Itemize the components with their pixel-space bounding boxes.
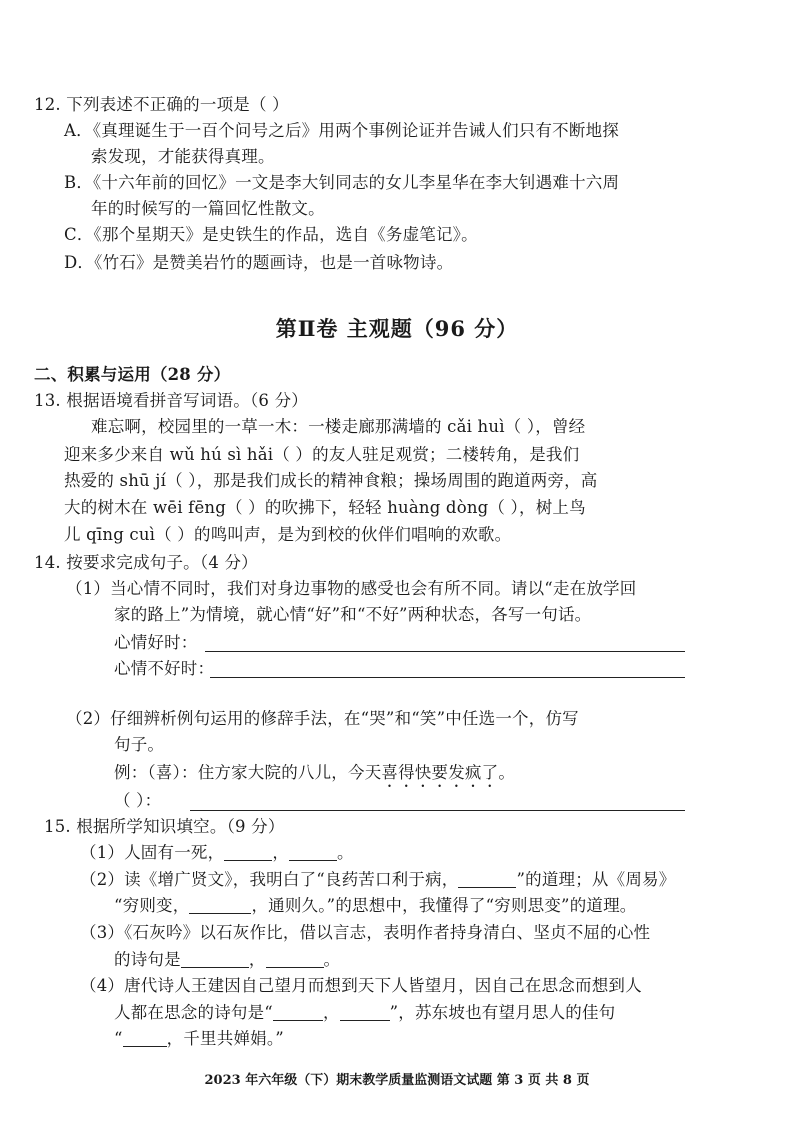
q15-item4-blank1[interactable] — [273, 1004, 323, 1021]
q14-imitation-label: （ ）： — [114, 791, 162, 810]
q12-option-d: D．《竹石》是赞美岩竹的题画诗，也是一首咏物诗。 — [64, 253, 454, 272]
example-suffix: 。 — [498, 763, 516, 782]
q12-option-b-line1: B．《十六年前的回忆》一文是李大钊同志的女儿李星华在李大钊遇难十六周 — [64, 173, 620, 192]
q14-example — [114, 762, 515, 791]
q14-good-mood-label: 心情好时： — [114, 633, 198, 652]
q13-passage-line4: 大的树木在 wēi fēng（ ）的吹拂下，轻轻 huàng dòng（ ），树上鸟 — [64, 498, 586, 517]
q15-item4-line1: （4）唐代诗人王建因自己望月而想到天下人皆望月，因自己在思念而想到人 — [80, 976, 642, 995]
q15-item2-blank2[interactable] — [189, 897, 251, 914]
q15-item3-line2: 的诗句是 ， 。 — [114, 950, 341, 969]
q15-item3-blank2[interactable] — [266, 951, 324, 968]
q14-stem: 14. 按要求完成句子。（4 分） — [34, 553, 258, 572]
q15-item4-blank3[interactable] — [123, 1030, 167, 1047]
q15-item1-blank2[interactable] — [289, 844, 337, 861]
example-emphasized-phrase: 喜得快要发疯了 — [381, 763, 499, 782]
q14-part2-line2: 句子。 — [114, 735, 165, 754]
q13-stem: 13. 根据语境看拼音写词语。（6 分） — [34, 391, 308, 410]
example-prefix: 例：（喜）：住方家大院的八儿，今天 — [114, 763, 382, 782]
q15-item1: （1）人固有一死， ， 。 — [80, 843, 354, 862]
q14-bad-mood-label: 心情不好时： — [114, 659, 215, 678]
q15-item4-line3: “ ，千里共婵娟。” — [114, 1029, 284, 1048]
section-title: 第Ⅱ卷 主观题（96 分） — [275, 316, 519, 341]
q14-bad-mood-answer-line[interactable] — [210, 677, 685, 678]
q13-passage-line2: 迎来多少来自 wǔ hú sì hǎi（ ）的友人驻足观赏；二楼转角，是我们 — [64, 445, 580, 464]
q12-option-a-line1: A．《真理诞生于一百个问号之后》用两个事例论证并告诫人们只有不断地探 — [64, 121, 619, 140]
q15-item4-line2: 人都在思念的诗句是“ ， ”，苏东坡也有望月思人的佳句 — [114, 1003, 616, 1022]
q12-stem: 12. 下列表述不正确的一项是（ ） — [34, 95, 289, 114]
q14-part1-line1: （1）当心情不同时，我们对身边事物的感受也会有所不同。请以“走在放学回 — [66, 579, 637, 598]
q14-part1-line2: 家的路上”为情境，就心情“好”和“不好”两种状态，各写一句话。 — [114, 605, 592, 624]
q12-option-b-line2: 年的时候写的一篇回忆性散文。 — [91, 199, 325, 218]
q15-item2-blank1[interactable] — [458, 871, 516, 888]
q15-item3-line1: （3）《石灰吟》以石灰作比，借以言志，表明作者持身清白、坚贞不屈的心性 — [80, 923, 651, 942]
q13-passage-line1: 难忘啊，校园里的一草一木：一楼走廊那满墙的 cǎi huì（ ），曾经 — [91, 417, 586, 436]
q15-item2-line2: “穷则变， ，通则久。”的思想中，我懂得了“穷则思变”的道理。 — [114, 896, 637, 915]
page-footer: 2023 年六年级（下）期末教学质量监测语文试题 第 3 页 共 8 页 — [204, 1073, 590, 1088]
q13-passage-line3: 热爱的 shū jí（ ），那是我们成长的精神食粮；操场周围的跑道两旁，高 — [64, 471, 598, 490]
q15-item2-line1: （2）读《增广贤文》，我明白了“良药苦口利于病， ”的道理；从《周易》 — [80, 870, 676, 889]
q14-good-mood-answer-line[interactable] — [205, 651, 685, 652]
q12-option-a-line2: 索发现，才能获得真理。 — [91, 147, 275, 166]
q15-stem: 15. 根据所学知识填空。（9 分） — [44, 817, 285, 836]
q15-item4-blank2[interactable] — [340, 1004, 390, 1021]
q15-item3-blank1[interactable] — [181, 951, 249, 968]
q13-passage-line5: 儿 qīng cuì（ ）的鸣叫声，是为到校的伙伴们唱响的欢歌。 — [64, 525, 512, 544]
q12-option-c: C．《那个星期天》是史铁生的作品，选自《务虚笔记》。 — [64, 225, 478, 244]
q14-imitation-answer-line[interactable] — [190, 810, 685, 811]
part2-heading: 二、积累与运用（28 分） — [34, 365, 231, 384]
q14-part2-line1: （2）仔细辨析例句运用的修辞手法，在“哭”和“笑”中任选一个，仿写 — [66, 709, 579, 728]
q15-item1-blank1[interactable] — [224, 844, 272, 861]
